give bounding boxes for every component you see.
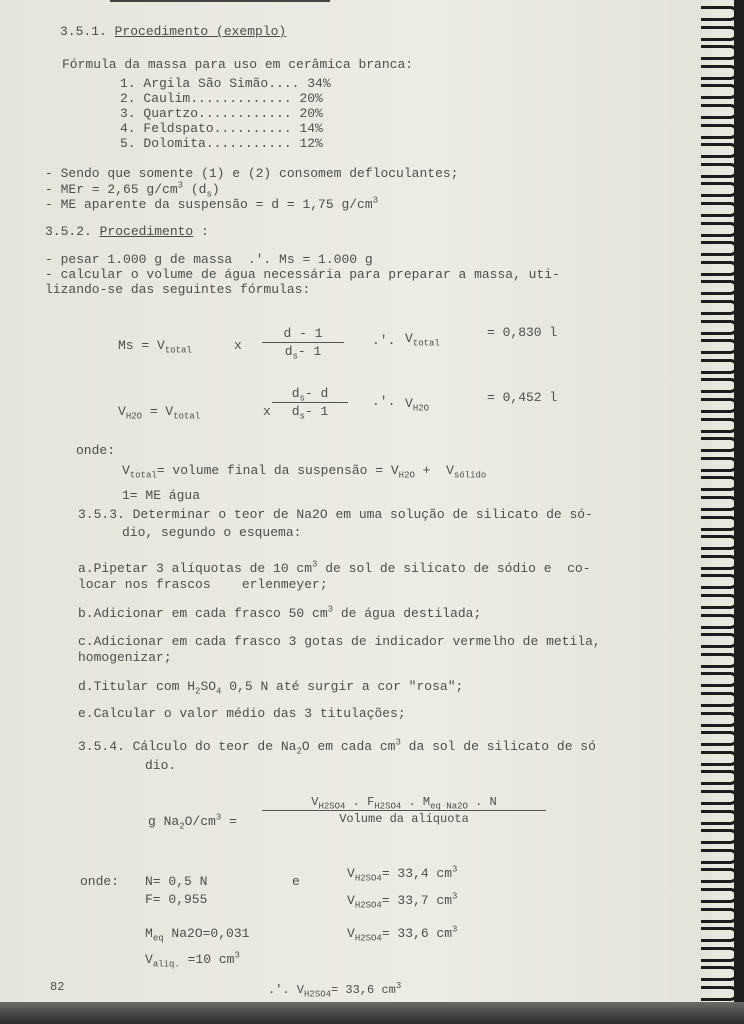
spiral-ring <box>701 653 738 668</box>
section-354-line2: dio. <box>145 758 177 773</box>
spiral-ring <box>701 751 738 766</box>
spiral-ring <box>701 437 738 452</box>
spiral-ring <box>701 712 738 727</box>
spiral-ring <box>701 378 738 393</box>
list-item: 3. Quartzo............ 20% <box>120 106 323 121</box>
section-353-line2: dio, segundo o esquema: <box>122 525 302 540</box>
scan-bottom-edge <box>0 1002 744 1024</box>
step-c: c.Adicionar em cada frasco 3 gotas de indicador vermelho de metila, <box>78 634 601 649</box>
spiral-ring <box>701 986 738 1001</box>
definition-me-water: 1= ME água <box>122 488 201 503</box>
spiral-ring <box>701 26 738 41</box>
spiral-ring <box>701 614 738 629</box>
step-d: d.Titular com $H_2SO_4$ 0,5 N até surgir a cor "rosa"; <box>78 679 464 697</box>
spiral-ring <box>701 163 738 178</box>
spiral-ring <box>701 45 738 60</box>
document-page: 3.5.1. Procedimento (exemplo) Fórmula da massa para uso em cerâmica branca: 1. Argila São Simão.... 34% 2. Caulim............. 20% 3. Quartzo............ 20% 4. Feldspato.......... 14% 5. Dolomita........... 12% - Sendo que somente (1) e (2) consomem defloculantes; - MEr = 2,65 $g/cm^3$ $(d_s)$ - ME aparente da suspensão = d = 1,75 $g/cm^3$ 3.5.2. Procedimento : - pesar 1.000 g de massa .'. Ms = 1.000 g - calcular o volume de água necessária para preparar a massa, uti- lizando-se das seguintes fórmulas: $Ms = V_{total}$ x d - 1 $d_s-$ 1 .'. $V_{total}$ = 0,830 l $V_{H2O} = V_{total}$ x $d_s-$ d $d_s-$ 1 .'. $V_{H2O}$ = 0,452 l onde: $V_{total}=$ volume final da suspensão = $V_{H2O} + V_{sólido}$ 1= ME água 3.5.3. Determinar o teor de Na2O em uma solução de silicato de só- dio, segundo o esquema: a.Pipetar 3 alíquotas de 10 $cm^3$ de sol de silicato de sódio e co- locar nos frascos erlenmeyer; b.Adicionar em cada frasco 50 $cm^3$ de água destilada; c.Adicionar em cada frasco 3 gotas de indicador vermelho de metila, homogenizar; d.Titular com $H_2SO_4$ 0,5 N até surgir a cor "rosa"; e.Calcular o valor médio das 3 titulações; 3.5.4. Cálculo do teor de $Na_2O$ em cada $cm^3$ da sol de silicato de só dio. g $Na_2O/cm^3$ = $V_{H2SO4}$ . $F_{H2SO4}$ . $M_{eq Na2O}$ . N Volume da alíquota onde: N= 0,5 N e F= 0,955 $M_{eq}$ Na2O=0,031 $V_{aliq.} =10$ $cm^3$ $V_{H2SO4}= 33,4$ $cm^3$ $V_{H2SO4}= 33,7$ $cm^3$ $V_{H2SO4}= 33,6$ $cm^3$ .'. $V_{H2SO4}= 33,6$ $cm^3$ 82 <box>0 0 712 1002</box>
spiral-ring <box>701 124 738 139</box>
spiral-ring <box>701 418 738 433</box>
definition-vtotal: $V_{total}=$ volume final da suspensão = $V_{H2O} + V_{sólido}$ <box>122 463 487 481</box>
average-result: .'. $V_{H2SO4}= 33,6$ $cm^3$ <box>268 981 402 1000</box>
section-354-line1: 3.5.4. Cálculo do teor de $Na_2O$ em cada $cm^3$ da sol de silicato de só <box>78 737 596 757</box>
spiral-ring <box>701 516 738 531</box>
spiral-ring <box>701 692 738 707</box>
spiral-ring <box>701 104 738 119</box>
spiral-ring <box>701 574 738 589</box>
spiral-ring <box>701 849 738 864</box>
step-b: b.Adicionar em cada frasco 50 $cm^3$ de água destilada; <box>78 604 482 621</box>
section-353-line1: 3.5.3. Determinar o teor de Na2O em uma solução de silicato de só- <box>78 507 593 522</box>
list-item: 1. Argila São Simão.... 34% <box>120 76 331 91</box>
step-a-cont: locar nos frascos erlenmeyer; <box>78 577 328 592</box>
spiral-ring <box>701 888 738 903</box>
spiral-ring <box>701 261 738 276</box>
spiral-ring <box>701 202 738 217</box>
spiral-ring <box>701 476 738 491</box>
spiral-ring <box>701 927 738 942</box>
step-calc: - calcular o volume de água necessária para preparar a massa, uti- <box>45 267 560 282</box>
spiral-ring <box>701 966 738 981</box>
spiral-ring <box>701 770 738 785</box>
spiral-ring <box>701 222 738 237</box>
section-number: 3.5.1. <box>60 24 115 39</box>
spiral-ring <box>701 398 738 413</box>
section-title: Procedimento (exemplo) <box>114 24 287 39</box>
spiral-ring <box>701 868 738 883</box>
spiral-ring <box>701 143 738 158</box>
v-total-result: = 0,830 l <box>487 325 558 340</box>
spiral-ring <box>701 731 738 746</box>
spiral-ring <box>701 535 738 550</box>
cover-edge <box>734 0 744 1024</box>
spiral-ring <box>701 555 738 570</box>
page-number: 82 <box>50 980 65 994</box>
section-352-heading: 3.5.2. Procedimento : <box>45 224 209 239</box>
step-e: e.Calcular o valor médio das 3 titulações; <box>78 706 406 721</box>
formula-intro: Fórmula da massa para uso em cerâmica branca: <box>62 57 414 72</box>
spiral-ring <box>701 594 738 609</box>
spiral-ring <box>701 947 738 962</box>
step-weigh: - pesar 1.000 g de massa .'. Ms = 1.000 g <box>45 252 373 267</box>
spiral-ring <box>701 320 738 335</box>
spiral-ring <box>701 633 738 648</box>
spiral-ring <box>701 6 738 21</box>
step-calc-cont: lizando-se das seguintes fórmulas: <box>45 282 311 297</box>
spiral-ring <box>701 182 738 197</box>
spiral-ring <box>701 339 738 354</box>
note-deflocculants: - Sendo que somente (1) e (2) consomem defloculantes; <box>45 166 459 181</box>
spiral-ring <box>701 300 738 315</box>
step-c-cont: homogenizar; <box>78 650 172 665</box>
spiral-ring <box>701 241 738 256</box>
list-item: 4. Feldspato.......... 14% <box>120 121 323 136</box>
spiral-ring <box>701 457 738 472</box>
spiral-ring <box>701 829 738 844</box>
spiral-ring <box>701 810 738 825</box>
spiral-ring <box>701 84 738 99</box>
v-h2o-result: = 0,452 l <box>487 390 558 405</box>
note-mer: - MEr = 2,65 $g/cm^3$ $(d_s)$ <box>45 180 220 200</box>
step-a: a.Pipetar 3 alíquotas de 10 $cm^3$ de sol de silicato de sódio e co- <box>78 559 591 576</box>
spiral-ring <box>701 280 738 295</box>
onde-label: onde: <box>76 443 116 458</box>
list-item: 2. Caulim............. 20% <box>120 91 323 106</box>
spiral-ring <box>701 496 738 511</box>
spiral-ring <box>701 790 738 805</box>
spiral-ring <box>701 908 738 923</box>
rule-line <box>110 0 330 2</box>
spiral-ring <box>701 65 738 80</box>
section-351-heading <box>60 24 286 39</box>
note-me-apparent: - ME aparente da suspensão = d = 1,75 $g/cm^3$ <box>45 195 379 212</box>
spiral-ring <box>701 359 738 374</box>
spiral-ring <box>701 672 738 687</box>
list-item: 5. Dolomita........... 12% <box>120 136 323 151</box>
